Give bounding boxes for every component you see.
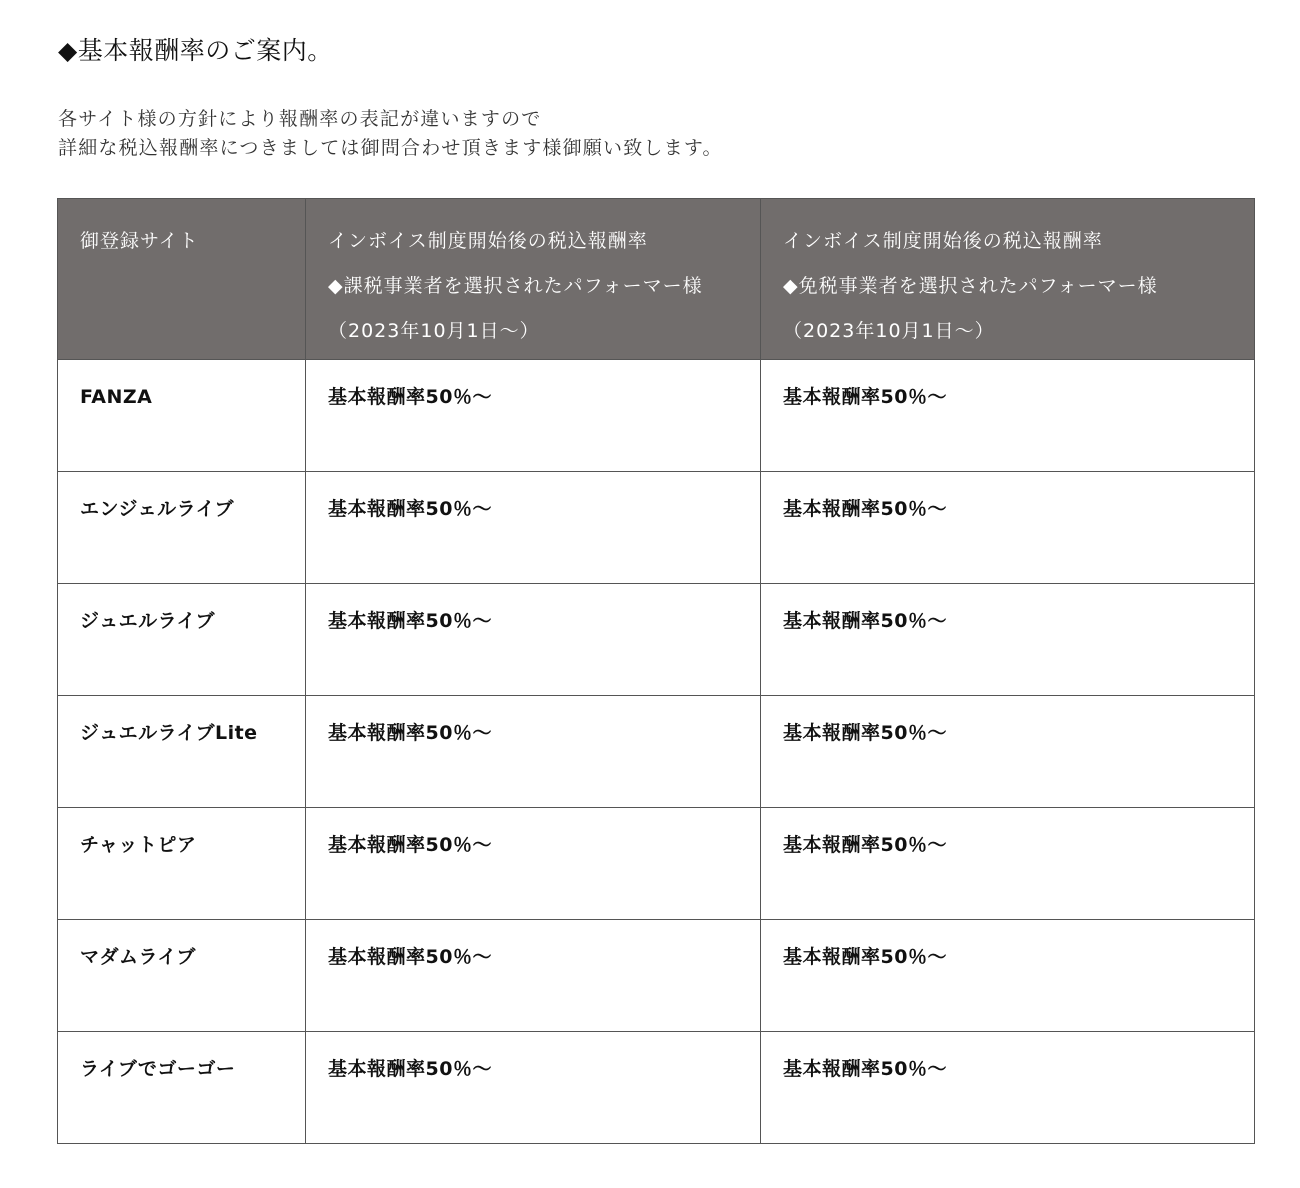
taxable-rate-cell: 基本報酬率50％～ <box>306 1032 761 1144</box>
table-row <box>58 584 1255 696</box>
site-name-cell: ジュエルライブLite <box>58 696 306 808</box>
exempt-rate-cell: 基本報酬率50％～ <box>761 696 1255 808</box>
site-name-cell: FANZA <box>58 360 306 472</box>
header-exempt-line-1: インボイス制度開始後の税込報酬率 <box>783 230 1103 252</box>
table-row <box>58 472 1255 584</box>
intro-line-1: 各サイト様の方針により報酬率の表記が違いますので <box>58 108 542 130</box>
header-exempt <box>761 199 1255 360</box>
site-name-cell: エンジェルライブ <box>58 472 306 584</box>
taxable-rate-cell: 基本報酬率50％～ <box>306 808 761 920</box>
site-name-cell: チャットピア <box>58 808 306 920</box>
header-site <box>58 199 306 360</box>
header-exempt-line-2: ◆免税事業者を選択されたパフォーマー様 <box>783 275 1158 297</box>
taxable-rate-cell: 基本報酬率50％～ <box>306 472 761 584</box>
taxable-rate-cell: 基本報酬率50％～ <box>306 360 761 472</box>
exempt-rate-cell: 基本報酬率50％～ <box>761 472 1255 584</box>
exempt-rate-cell: 基本報酬率50％～ <box>761 360 1255 472</box>
site-name-cell: マダムライブ <box>58 920 306 1032</box>
header-taxable <box>306 199 761 360</box>
site-name-cell: ジュエルライブ <box>58 584 306 696</box>
exempt-rate-cell: 基本報酬率50％～ <box>761 808 1255 920</box>
table-row <box>58 360 1255 472</box>
intro-line-2: 詳細な税込報酬率につきましては御問合わせ頂きます様御願い致します。 <box>58 137 723 159</box>
header-taxable-line-1: インボイス制度開始後の税込報酬率 <box>328 230 648 252</box>
table-row <box>58 1032 1255 1144</box>
taxable-rate-cell: 基本報酬率50％～ <box>306 696 761 808</box>
header-taxable-line-2: ◆課税事業者を選択されたパフォーマー様 <box>328 275 703 297</box>
taxable-rate-cell: 基本報酬率50％～ <box>306 584 761 696</box>
page-title: ◆基本報酬率のご案内。 <box>58 36 333 65</box>
site-name-cell: ライブでゴーゴー <box>58 1032 306 1144</box>
table-row <box>58 808 1255 920</box>
exempt-rate-cell: 基本報酬率50％～ <box>761 584 1255 696</box>
header-exempt-line-3: （2023年10月1日～） <box>783 320 995 342</box>
rate-table <box>57 198 1255 1144</box>
table-row <box>58 920 1255 1032</box>
exempt-rate-cell: 基本報酬率50％～ <box>761 920 1255 1032</box>
table-row <box>58 696 1255 808</box>
taxable-rate-cell: 基本報酬率50％～ <box>306 920 761 1032</box>
header-taxable-line-3: （2023年10月1日～） <box>328 320 540 342</box>
intro-text <box>58 105 723 163</box>
header-site-label: 御登録サイト <box>80 230 199 252</box>
table-header-row <box>58 199 1255 360</box>
exempt-rate-cell: 基本報酬率50％～ <box>761 1032 1255 1144</box>
